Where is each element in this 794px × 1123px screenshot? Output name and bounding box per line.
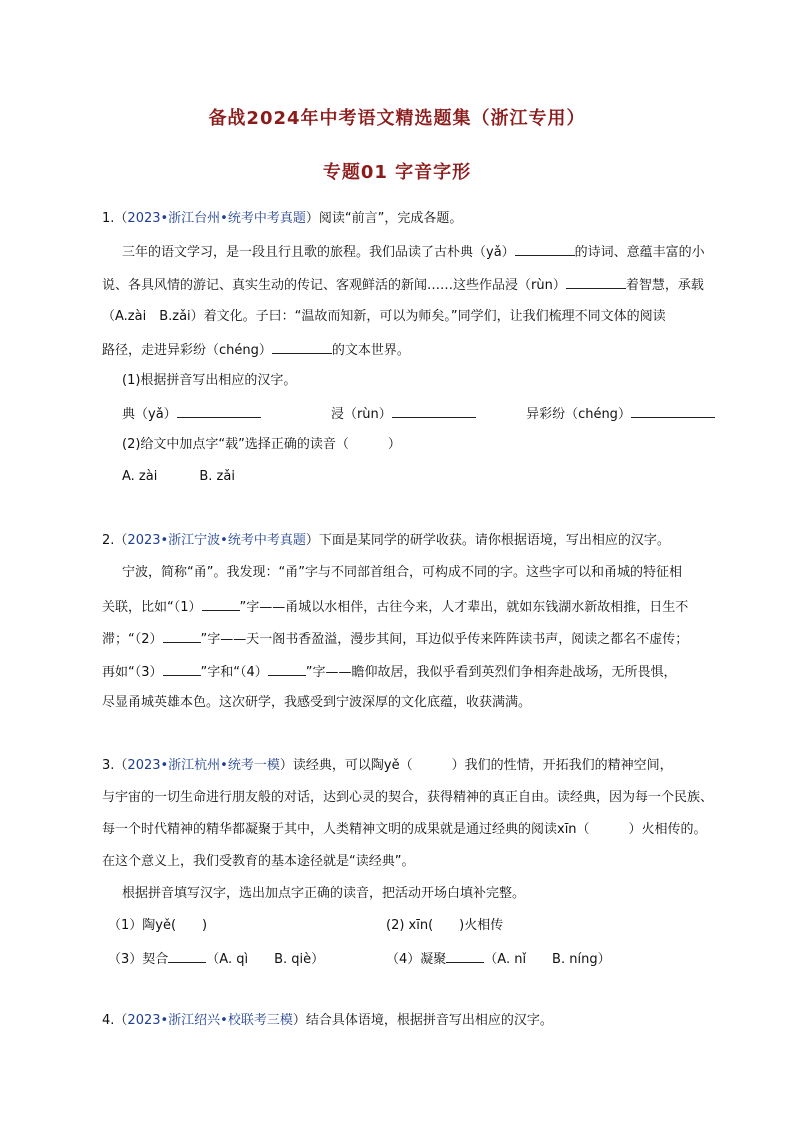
q1-source: 2023•浙江台州•统考中考真题 bbox=[127, 211, 306, 226]
q3-item-4: （4）凝聚 （A. nǐ B. níng） bbox=[386, 952, 611, 967]
answer-blank[interactable] bbox=[177, 405, 261, 418]
q1-passage-line-4: 路径，走进异彩纷（chéng） 的文本世界。 bbox=[102, 343, 410, 358]
q3-passage-line-2: 与宇宙的一切生命进行朋友般的对话，达到心灵的契合，获得精神的真正自由。读经典，因为每一个民族、 bbox=[102, 790, 714, 805]
q2-number: 2. bbox=[102, 533, 115, 548]
q4-source: 2023•浙江绍兴•校联考三模 bbox=[127, 1013, 293, 1028]
answer-blank[interactable] bbox=[272, 341, 332, 354]
option-a[interactable]: A. zài bbox=[122, 469, 158, 484]
answer-blank[interactable] bbox=[566, 276, 626, 289]
q2-stem: 下面是某同学的研学收获。请你根据语境，写出相应的汉字。 bbox=[318, 533, 670, 548]
q3-instruction: 根据拼音填写汉字，选出加点字正确的读音，把活动开场白填补完整。 bbox=[122, 886, 526, 901]
q3-passage-line-4: 在这个意义上，我们受教育的基本途径就是“读经典”。 bbox=[102, 854, 415, 869]
q2-source: 2023•浙江宁波•统考中考真题 bbox=[127, 533, 306, 548]
answer-blank[interactable] bbox=[515, 243, 575, 256]
document-title: 备战2024年中考语文精选题集（浙江专用） bbox=[208, 108, 586, 129]
q2-passage-line-4: 再如“（3） ”字和“（4） ”字——瞻仰故居，我似乎看到英烈们争相奔赴战场，无所畏惧， bbox=[102, 665, 677, 680]
q1-stem: 阅读“前言”，完成各题。 bbox=[318, 211, 463, 226]
answer-blank[interactable] bbox=[168, 950, 206, 963]
q3-item-3: （3）契合 （A. qì B. qiè） bbox=[108, 952, 325, 967]
q1-passage-line-3: （A.zài B.zǎi）着文化。子曰：“温故而知新，可以为师矣。”同学们，让我们梳理不同文体的阅读 bbox=[102, 309, 666, 324]
answer-blank[interactable] bbox=[163, 630, 201, 643]
q2-heading: 2.（2023•浙江宁波•统考中考真题）下面是某同学的研学收获。请你根据语境，写出相应的汉字。 bbox=[102, 533, 670, 548]
q1-options bbox=[122, 469, 235, 485]
answer-blank[interactable] bbox=[202, 598, 240, 611]
q2-passage-line-1: 宁波，简称“甬”。我发现：“甬”字与不同部首组合，可构成不同的字。这些字可以和甬城的特征相 bbox=[122, 565, 682, 580]
q3-item-1: （1）陶yě( ) bbox=[108, 918, 208, 933]
q1-subquestion-1-blanks: 典（yǎ） 浸（rùn） 异彩纷（chéng） bbox=[122, 405, 715, 423]
q1-subquestion-1: (1)根据拼音写出相应的汉字。 bbox=[122, 373, 297, 388]
answer-blank[interactable] bbox=[446, 950, 484, 963]
q3-item-2: (2) xīn( )火相传 bbox=[386, 918, 504, 933]
q3-passage-line-3: 每一个时代精神的精华都凝聚于其中，人类精神文明的成果就是通过经典的阅读xīn（ ）火相传的。 bbox=[102, 822, 707, 837]
q1-passage-line-1: 三年的语文学习，是一段且行且歌的旅程。我们品读了古朴典（yǎ） 的诗词、意蕴丰富的小 bbox=[122, 245, 705, 260]
answer-blank[interactable] bbox=[163, 663, 201, 676]
q4-heading: 4.（2023•浙江绍兴•校联考三模）结合具体语境，根据拼音写出相应的汉字。 bbox=[102, 1013, 553, 1028]
q1-heading: 1.（2023•浙江台州•统考中考真题）阅读“前言”，完成各题。 bbox=[102, 211, 463, 226]
q3-number: 3. bbox=[102, 758, 115, 773]
q2-passage-line-2: 关联，比如“（1） ”字——甬城以水相伴，古往今来，人才辈出，就如东钱湖水新故相推，日生不 bbox=[102, 600, 689, 615]
q3-source: 2023•浙江杭州•统考一模 bbox=[127, 758, 280, 773]
q1-number: 1. bbox=[102, 211, 115, 226]
q4-number: 4. bbox=[102, 1013, 115, 1028]
q2-passage-line-5: 尽显甬城英雄本色。这次研学，我感受到宁波深厚的文化底蕴，收获满满。 bbox=[102, 695, 532, 710]
answer-blank[interactable] bbox=[392, 405, 476, 418]
answer-blank[interactable] bbox=[631, 405, 715, 418]
q4-stem: 结合具体语境，根据拼音写出相应的汉字。 bbox=[305, 1013, 553, 1028]
q3-heading: 3.（2023•浙江杭州•统考一模）读经典，可以陶yě（ ）我们的性情，开拓我们的精神空间， bbox=[102, 758, 673, 773]
answer-blank[interactable] bbox=[268, 663, 306, 676]
q1-subquestion-2: (2)给文中加点字“载”选择正确的读音（ ） bbox=[122, 437, 401, 452]
q2-passage-line-3: 滞；“（2） ”字——天一阁书香盈溢，漫步其间，耳边似乎传来阵阵读书声，阅读之都名不虚传； bbox=[102, 632, 689, 647]
option-b[interactable]: B. zǎi bbox=[199, 469, 235, 484]
topic-title: 专题01 字音字形 bbox=[322, 162, 472, 183]
q1-passage-line-2: 说、各具风情的游记、真实生动的传记、客观鲜活的新闻……这些作品浸（rùn） 着智慧，承载 bbox=[102, 278, 704, 293]
